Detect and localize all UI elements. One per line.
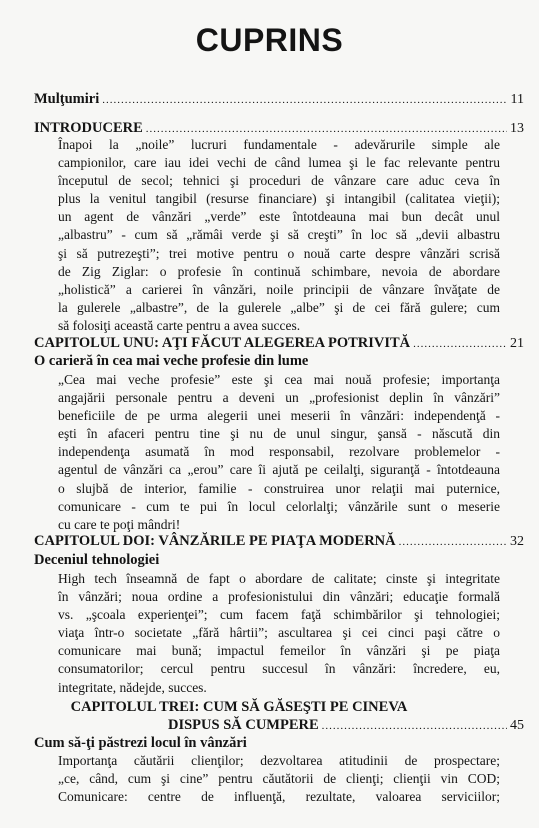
entry-title: Mulţumiri [34,91,100,107]
description-line: „albastru” - cum să „rămâi verde şi să creşti” în loc să „devii albastru [58,227,500,243]
toc-entry-capitolul-trei [168,716,524,735]
description-line: în vânzări; noua ordine a profesionistului din vânzări; educaţie formală [58,589,500,605]
description-line: viaţa într-o societate „fără hârtii”; ascultarea şi cei cinci paşi către o [58,625,500,641]
description-line: consumatorilor; cercul pentru succesul în vânzări: încredere, eu, [58,661,500,677]
description-line: angajării personale pentru a deveni un „profesionist deplin în vânzări” [58,390,500,406]
toc-entry-multumiri [34,90,524,109]
entry-page-number: 11 [510,92,524,107]
entry-description [58,752,500,806]
description-line: campionilor, care iau idei vechi de când lumea şi le fac relevante pentru [58,155,500,171]
description-line: „ce, când, cum şi cine” pentru căutătorii de clienţi; clienţii vin COD; [58,771,500,787]
description-line: integritate, nădejde, succes. [58,679,207,695]
entry-title: CAPITOLUL DOI: VÂNZĂRILE PE PIAŢA MODERNĂ [34,533,396,549]
description-line: eşti în afaceri pentru tine şi nu de unul singur, şansă - născută din [58,426,500,442]
description-line: comunicare - cum te pui în locul celorlalţi; vânzările sunt o meserie [58,498,500,514]
description-line: un agent de vânzări „verde” este întotdeauna mai bun decât unul [58,209,500,225]
description-line: vs. „şcoala experienţei”; cum facem faţă schimbărilor şi tehnologiei; [58,607,500,623]
description-line: „Cea mai veche profesie” este şi cea mai nouă profesie; importanţa [58,372,500,387]
description-line: Comunicare: centre de influenţă, rezultate, valoarea serviciilor; [58,789,500,805]
description-line: agentul de vânzări ca „erou” care îi ajută pe ceilalţi, siguranţă - întotdeauna [58,462,500,478]
description-line: High tech înseamnă de fapt o abordare de calitate; cinste şi integritate [58,571,500,586]
entry-page-number: 13 [510,121,524,136]
description-line: să folosiţi această carte pentru a avea succes. [58,317,301,333]
description-line: independenţa asumată în mod responsabil, rezolvare problemelor - [58,444,500,460]
description-line: cu care te poţi mândri! [58,516,181,532]
toc-entry-capitolul-doi [34,532,524,551]
description-line: şi să putrezeşti”; trei motive pentru o nouă carte despre vânzări scrisă [58,245,500,261]
entry-title: INTRODUCERE [34,120,143,136]
description-line: comunicare mai bună; impactul femeilor în vânzări şi pe piaţa [58,643,500,659]
toc-entry-capitolul-unu [34,334,524,353]
dot-leader [102,91,507,109]
entry-description [58,570,500,697]
entry-title-line1: CAPITOLUL TREI: CUM SĂ GĂSEŞTI PE CINEVA [70,699,408,715]
description-line: „holistică” a carierei în vânzări, noile principii de vânzare învăţate de [58,281,500,297]
entry-description [58,136,500,335]
description-line: de Zig Ziglar: o profesie în continuă schimbare, nevoia de abordare [58,263,500,279]
entry-description [58,371,500,534]
dot-leader [399,533,507,551]
entry-title: CAPITOLUL UNU: AŢI FĂCUT ALEGEREA POTRIVITĂ [34,335,411,351]
entry-title-line2: DISPUS SĂ CUMPERE [168,717,319,733]
description-line: o slujbă de interior, familie - construirea unor relaţii mai puternice, [58,480,500,496]
description-line: Importanţa căutării clienţilor; dezvoltarea atitudinii de prospectare; [58,753,500,768]
description-line: plus la venitul tangibil (resurse financiare) şi intangibil (calitatea vieţii); [58,191,500,207]
description-line: beneficiile de pe urma alegerii unei meserii în vânzări: independenţă - [58,408,500,424]
description-line: la gulerele „albastre”, de la gulerele „albe” şi de cei fără gulere; cum [58,299,500,315]
entry-subtitle: O carieră în cea mai veche profesie din lume [34,353,309,369]
entry-page-number: 45 [510,718,524,733]
dot-leader [322,717,507,735]
entry-subtitle: Cum să-ţi păstrezi locul în vânzări [34,735,247,751]
description-line: Înapoi la „noile” lucruri fundamentale - adevărurile simple ale [58,137,500,152]
entry-page-number: 21 [510,336,524,351]
description-line: începutul de secol; tehnici şi proceduri de vânzare care aduc ceva în [58,173,500,189]
entry-page-number: 32 [510,534,524,549]
dot-leader [413,335,507,353]
entry-subtitle: Deceniul tehnologiei [34,552,160,568]
page-title: CUPRINS [195,22,344,58]
